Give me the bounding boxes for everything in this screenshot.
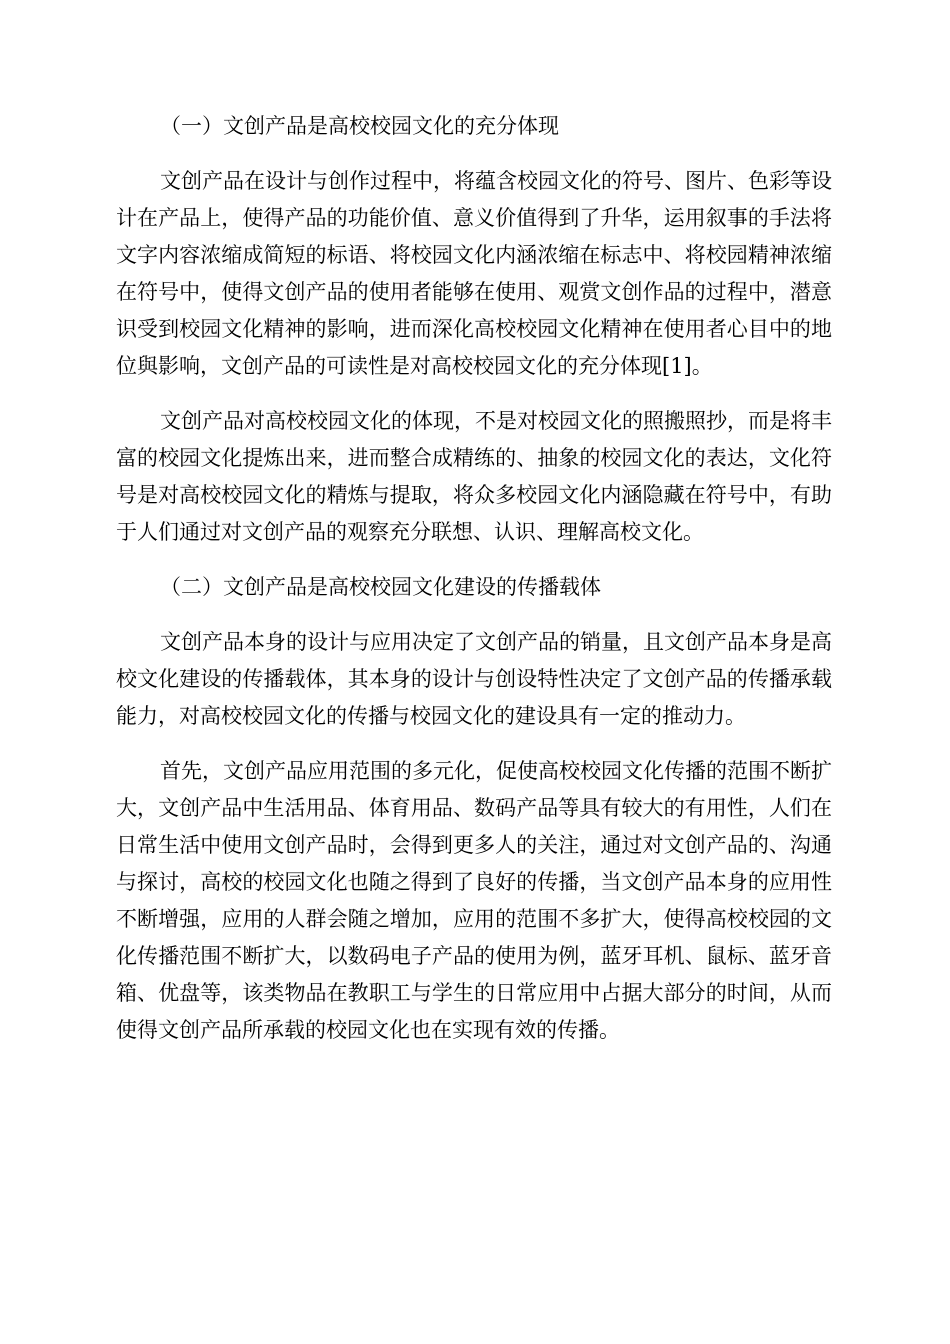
section-1-paragraph-2: 文创产品对高校校园文化的体现，不是对校园文化的照搬照抄，而是将丰富的校园文化提炼出来，进而整合成精练的、抽象的校园文化的表达，文化符号是对高校校园文化的精炼与提取，将众多校园文化内涵隐藏在符号中，有助于人们通过对文创产品的观察充分联想、认识、理解高校文化。 — [116, 409, 832, 544]
section-heading-2: （二）文创产品是高校校园文化建设的传播载体 — [160, 575, 601, 599]
section-2-paragraph-1: 文创产品本身的设计与应用决定了文创产品的销量，且文创产品本身是高校文化建设的传播载体，其本身的设计与创设特性决定了文创产品的传播承载能力，对高校校园文化的传播与校园文化的建设具有一定的推动力。 — [116, 630, 832, 728]
section-2-paragraph-2: 首先，文创产品应用范围的多元化，促使高校校园文化传播的范围不断扩大，文创产品中生活用品、体育用品、数码产品等具有较大的有用性，人们在日常生活中使用文创产品时，会得到更多人的关注，通过对文创产品的、沟通与探讨，高校的校园文化也随之得到了良好的传播，当文创产品本身的应用性不断增强，应用的人群会随之增加，应用的范围不多扩大，使得高校校园的文化传播范围不断扩大，以数码电子产品的使用为例，蓝牙耳机、鼠标、蓝牙音箱、优盘等，该类物品在教职工与学生的日常应用中占据大部分的时间，从而使得文创产品所承载的校园文化也在实现有效的传播。 — [116, 759, 832, 1042]
document-page — [116, 108, 832, 1067]
section-heading-1: （一）文创产品是高校校园文化的充分体现 — [160, 114, 559, 138]
section-1-paragraph-1: 文创产品在设计与创作过程中，将蕴含校园文化的符号、图片、色彩等设计在产品上，使得产品的功能价值、意义价值得到了升华，运用叙事的手法将文字内容浓缩成简短的标语、将校园文化内涵浓缩在标志中、将校园精神浓缩在符号中，使得文创产品的使用者能够在使用、观赏文创作品的过程中，潜意识受到校园文化精神的影响，进而深化高校校园文化精神在使用者心目中的地位與影响，文创产品的可读性是对高校校园文化的充分体现[1]。 — [116, 169, 832, 378]
